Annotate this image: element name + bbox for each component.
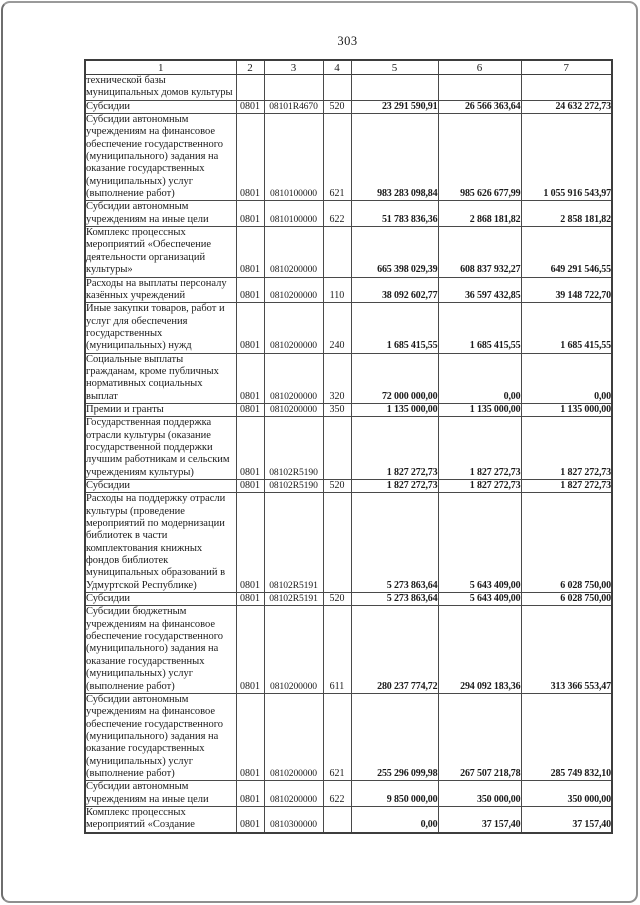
cell-amount-year2: 0,00 <box>438 353 521 403</box>
cell-amount-year3: 1 055 916 543,97 <box>521 114 612 201</box>
cell-amount-year3: 1 685 415,55 <box>521 303 612 353</box>
cell-name: Субсидии автономным учреждениям на финансовое обеспечение государственного (муниципального) задания на оказание государственных (муниципальных) услуг (выполнение работ) <box>85 693 236 780</box>
cell-section-code: 0801 <box>236 201 264 227</box>
page-number: 303 <box>337 34 358 48</box>
cell-expense-type <box>323 493 351 593</box>
cell-expense-type <box>323 75 351 101</box>
cell-amount-year1: 72 000 000,00 <box>351 353 438 403</box>
cell-amount-year1: 0,00 <box>351 806 438 832</box>
table-row <box>85 303 612 353</box>
column-header: 6 <box>438 60 521 75</box>
cell-section-code: 0801 <box>236 593 264 606</box>
cell-expense-type: 622 <box>323 781 351 807</box>
cell-amount-year2: 26 566 363,64 <box>438 100 521 113</box>
table-row <box>85 693 612 780</box>
cell-amount-year1: 5 273 863,64 <box>351 493 438 593</box>
cell-name: Субсидии <box>85 480 236 493</box>
cell-target-code: 08102R5191 <box>264 493 323 593</box>
cell-amount-year2: 5 643 409,00 <box>438 493 521 593</box>
cell-section-code: 0801 <box>236 303 264 353</box>
cell-section-code: 0801 <box>236 480 264 493</box>
cell-target-code: 0810200000 <box>264 606 323 693</box>
cell-amount-year3: 649 291 546,55 <box>521 227 612 277</box>
cell-amount-year2: 5 643 409,00 <box>438 593 521 606</box>
cell-amount-year3: 1 827 272,73 <box>521 480 612 493</box>
cell-amount-year1: 9 850 000,00 <box>351 781 438 807</box>
cell-target-code: 0810200000 <box>264 403 323 416</box>
table-row <box>85 100 612 113</box>
cell-target-code <box>264 75 323 101</box>
cell-section-code <box>236 75 264 101</box>
cell-name: Субсидии <box>85 593 236 606</box>
budget-table-body <box>85 75 612 833</box>
cell-section-code: 0801 <box>236 693 264 780</box>
cell-amount-year3: 313 366 553,47 <box>521 606 612 693</box>
cell-amount-year2: 350 000,00 <box>438 781 521 807</box>
cell-name: Субсидии бюджетным учреждениям на финансовое обеспечение государственного (муниципального) задания на оказание государственных (муниципальных) услуг (выполнение работ) <box>85 606 236 693</box>
cell-section-code: 0801 <box>236 100 264 113</box>
cell-expense-type: 621 <box>323 114 351 201</box>
table-row <box>85 593 612 606</box>
table-row <box>85 114 612 201</box>
cell-expense-type <box>323 417 351 480</box>
cell-name: Субсидии <box>85 100 236 113</box>
cell-amount-year2: 37 157,40 <box>438 806 521 832</box>
table-row <box>85 606 612 693</box>
cell-amount-year1: 51 783 836,36 <box>351 201 438 227</box>
cell-target-code: 0810200000 <box>264 227 323 277</box>
cell-amount-year2: 294 092 183,36 <box>438 606 521 693</box>
cell-target-code: 08102R5191 <box>264 593 323 606</box>
cell-name: Расходы на выплаты персоналу казённых учреждений <box>85 277 236 303</box>
cell-amount-year2: 36 597 432,85 <box>438 277 521 303</box>
column-header: 5 <box>351 60 438 75</box>
cell-amount-year2: 2 868 181,82 <box>438 201 521 227</box>
cell-expense-type: 350 <box>323 403 351 416</box>
cell-amount-year3: 0,00 <box>521 353 612 403</box>
table-header-row <box>85 60 612 75</box>
cell-expense-type <box>323 806 351 832</box>
cell-amount-year2: 1 685 415,55 <box>438 303 521 353</box>
cell-amount-year1: 665 398 029,39 <box>351 227 438 277</box>
table-row <box>85 353 612 403</box>
cell-name: Государственная поддержка отрасли культуры (оказание государственной поддержки лучшим работникам и сельским учреждениям культуры) <box>85 417 236 480</box>
cell-expense-type: 611 <box>323 606 351 693</box>
cell-amount-year1: 983 283 098,84 <box>351 114 438 201</box>
cell-name: Комплекс процессных мероприятий «Обеспечение деятельности организаций культуры» <box>85 227 236 277</box>
cell-amount-year2: 1 135 000,00 <box>438 403 521 416</box>
cell-amount-year1: 255 296 099,98 <box>351 693 438 780</box>
cell-name: Комплекс процессных мероприятий «Создание <box>85 806 236 832</box>
cell-amount-year2: 1 827 272,73 <box>438 480 521 493</box>
cell-target-code: 0810100000 <box>264 114 323 201</box>
cell-name: Премии и гранты <box>85 403 236 416</box>
cell-name: технической базы муниципальных домов культуры <box>85 75 236 101</box>
cell-amount-year3: 6 028 750,00 <box>521 593 612 606</box>
cell-amount-year2: 608 837 932,27 <box>438 227 521 277</box>
table-row <box>85 806 612 832</box>
cell-amount-year3: 39 148 722,70 <box>521 277 612 303</box>
cell-amount-year1: 1 827 272,73 <box>351 480 438 493</box>
cell-amount-year1: 1 685 415,55 <box>351 303 438 353</box>
cell-expense-type: 520 <box>323 480 351 493</box>
cell-expense-type: 622 <box>323 201 351 227</box>
cell-amount-year1: 1 135 000,00 <box>351 403 438 416</box>
table-row <box>85 277 612 303</box>
column-header: 4 <box>323 60 351 75</box>
cell-amount-year3: 285 749 832,10 <box>521 693 612 780</box>
cell-expense-type: 320 <box>323 353 351 403</box>
cell-section-code: 0801 <box>236 403 264 416</box>
column-header: 7 <box>521 60 612 75</box>
budget-table <box>84 59 613 834</box>
cell-target-code: 08102R5190 <box>264 480 323 493</box>
cell-section-code: 0801 <box>236 353 264 403</box>
cell-amount-year1: 23 291 590,91 <box>351 100 438 113</box>
cell-target-code: 0810300000 <box>264 806 323 832</box>
cell-expense-type: 520 <box>323 100 351 113</box>
table-row <box>85 227 612 277</box>
cell-amount-year3: 350 000,00 <box>521 781 612 807</box>
cell-amount-year2 <box>438 75 521 101</box>
cell-target-code: 0810200000 <box>264 277 323 303</box>
table-row <box>85 493 612 593</box>
cell-section-code: 0801 <box>236 227 264 277</box>
cell-target-code: 0810100000 <box>264 201 323 227</box>
cell-name: Субсидии автономным учреждениям на иные цели <box>85 781 236 807</box>
cell-section-code: 0801 <box>236 114 264 201</box>
cell-amount-year1: 280 237 774,72 <box>351 606 438 693</box>
cell-name: Иные закупки товаров, работ и услуг для обеспечения государственных (муниципальных) нужд <box>85 303 236 353</box>
document-content <box>84 0 611 834</box>
cell-amount-year3: 1 827 272,73 <box>521 417 612 480</box>
cell-amount-year3 <box>521 75 612 101</box>
cell-target-code: 0810200000 <box>264 693 323 780</box>
cell-name: Расходы на поддержку отрасли культуры (проведение мероприятий по модернизации библиотек в части комплектования книжных фондов библиотек муниципальных образований в Удмуртской Республике) <box>85 493 236 593</box>
cell-target-code: 0810200000 <box>264 781 323 807</box>
table-row <box>85 75 612 101</box>
cell-section-code: 0801 <box>236 781 264 807</box>
cell-section-code: 0801 <box>236 493 264 593</box>
cell-amount-year1: 5 273 863,64 <box>351 593 438 606</box>
cell-target-code: 08101R4670 <box>264 100 323 113</box>
table-row <box>85 480 612 493</box>
cell-expense-type: 240 <box>323 303 351 353</box>
cell-name: Социальные выплаты гражданам, кроме публичных нормативных социальных выплат <box>85 353 236 403</box>
cell-target-code: 0810200000 <box>264 303 323 353</box>
cell-amount-year1 <box>351 75 438 101</box>
cell-target-code: 08102R5190 <box>264 417 323 480</box>
table-row <box>85 781 612 807</box>
cell-section-code: 0801 <box>236 277 264 303</box>
column-header: 1 <box>85 60 236 75</box>
table-row <box>85 417 612 480</box>
cell-target-code: 0810200000 <box>264 353 323 403</box>
cell-expense-type: 110 <box>323 277 351 303</box>
cell-amount-year3: 37 157,40 <box>521 806 612 832</box>
column-header: 2 <box>236 60 264 75</box>
cell-section-code: 0801 <box>236 806 264 832</box>
cell-name: Субсидии автономным учреждениям на иные цели <box>85 201 236 227</box>
cell-amount-year3: 24 632 272,73 <box>521 100 612 113</box>
cell-amount-year2: 1 827 272,73 <box>438 417 521 480</box>
cell-amount-year3: 1 135 000,00 <box>521 403 612 416</box>
cell-expense-type: 520 <box>323 593 351 606</box>
table-row <box>85 201 612 227</box>
cell-amount-year2: 985 626 677,99 <box>438 114 521 201</box>
cell-amount-year2: 267 507 218,78 <box>438 693 521 780</box>
table-row <box>85 403 612 416</box>
cell-expense-type: 621 <box>323 693 351 780</box>
cell-amount-year3: 2 858 181,82 <box>521 201 612 227</box>
cell-amount-year3: 6 028 750,00 <box>521 493 612 593</box>
cell-amount-year1: 38 092 602,77 <box>351 277 438 303</box>
cell-section-code: 0801 <box>236 417 264 480</box>
cell-expense-type <box>323 227 351 277</box>
cell-name: Субсидии автономным учреждениям на финансовое обеспечение государственного (муниципального) задания на оказание государственных (муниципальных) услуг (выполнение работ) <box>85 114 236 201</box>
cell-section-code: 0801 <box>236 606 264 693</box>
column-header: 3 <box>264 60 323 75</box>
cell-amount-year1: 1 827 272,73 <box>351 417 438 480</box>
